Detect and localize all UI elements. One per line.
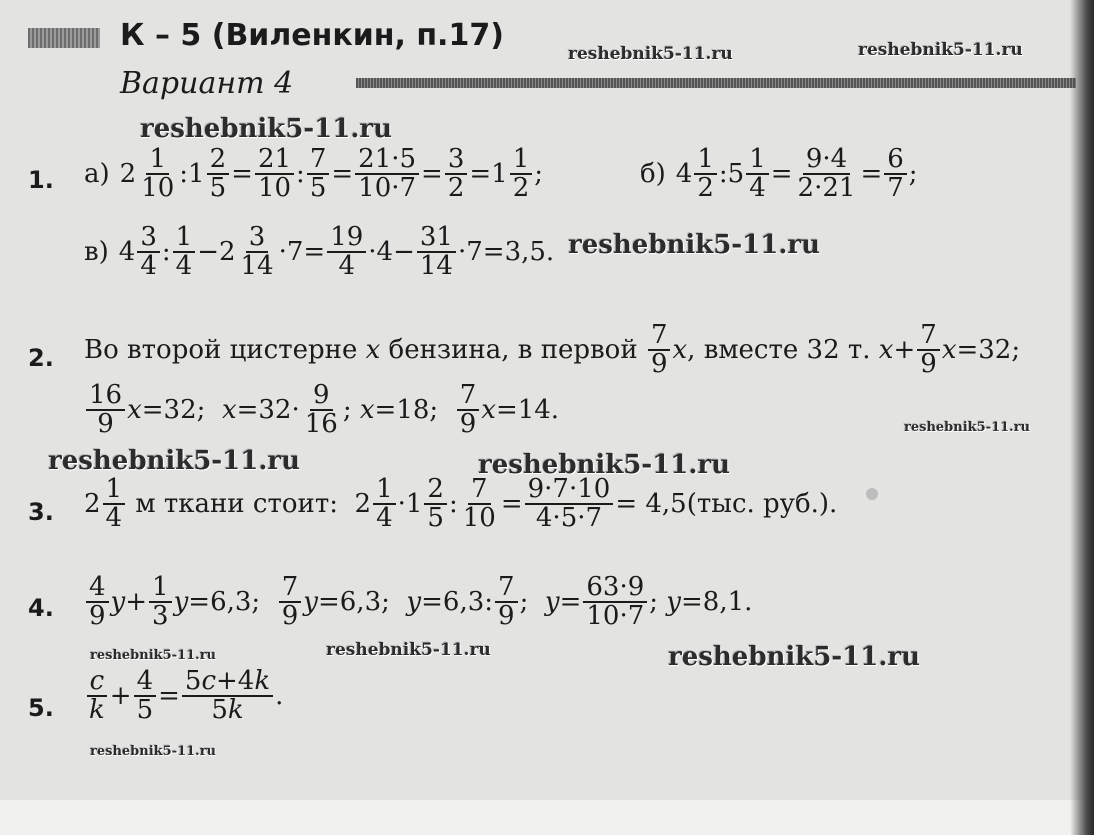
page-speck xyxy=(866,488,878,500)
page-binding-shadow xyxy=(1070,0,1094,835)
problem-2-solution: $\frac{16}{9}$ x =32; x =32· $\frac{9}{16}$ ; x =18; $\frac{7}{9}$ x =14. xyxy=(84,382,559,439)
variant-rule xyxy=(356,78,1076,88)
header-decoration-bar xyxy=(28,28,100,48)
page-title: К – 5 (Виленкин, п.17) xyxy=(120,18,504,53)
problem-1-number: 1. xyxy=(28,166,54,194)
problem-1a-solution: а) 2 $\frac{1}{10}$ :1 $\frac{2}{5}$ = $\frac{21}{10}$ : $\frac{7}{5}$ = $\frac{21\cdot 5}{10\cdot 7}$ = $\frac{3}{2}$ =1 $\frac{1}{2}$ ; xyxy=(84,144,544,204)
problem-3-result: = 4,5(тыс. руб.). xyxy=(615,489,838,520)
problem-5-solution: $\frac{c}{k}$ + $\frac{4}{5}$ = $\frac{5c+4k}{5k}$ . xyxy=(84,668,283,725)
watermark: reshebnik5-11.ru xyxy=(858,40,1023,60)
problem-3-text: м ткани стоит: xyxy=(135,489,338,520)
watermark: reshebnik5-11.ru xyxy=(478,450,731,480)
watermark: reshebnik5-11.ru xyxy=(90,648,217,663)
watermark: reshebnik5-11.ru xyxy=(568,44,733,64)
page-bottom-margin xyxy=(0,800,1094,835)
variant-label: Вариант 4 xyxy=(120,66,294,101)
problem-2-text: Во второй цистерне xyxy=(84,335,358,366)
problem-2-statement: Во второй цистерне x бензина, в первой $\frac{7}{9}$ x , вместе 32 т. x + $\frac{7}{9}$ x =32; xyxy=(84,320,1021,380)
problem-1b-label: б) xyxy=(640,159,666,190)
watermark: reshebnik5-11.ru xyxy=(904,420,1031,435)
problem-3-solution: 2 $\frac{1}{4}$ м ткани стоит: 2 $\frac{1}{4}$ ·1 $\frac{2}{5}$ : $\frac{7}{10}$ = $\frac{9\cdot 7\cdot 10}{4\cdot 5\cdot 7}$ = 4,5(тыс. руб.). xyxy=(84,474,838,534)
problem-1v-label: в) xyxy=(84,237,109,268)
problem-1a-label: а) xyxy=(84,159,110,190)
problem-1v-solution: в) 4 $\frac{3}{4}$ : $\frac{1}{4}$ −2 $\frac{3}{14}$ ·7= $\frac{19}{4}$ ·4− $\frac{31}{14}$ ·7=3,5. xyxy=(84,222,555,282)
problem-2-text: бензина, в первой xyxy=(388,335,638,366)
watermark: reshebnik5-11.ru xyxy=(90,744,217,759)
problem-1b-solution: б) 4 $\frac{1}{2}$ :5 $\frac{1}{4}$ = $\frac{9\cdot 4}{2\cdot 21}$ = $\frac{6}{7}$ ; xyxy=(640,144,918,204)
watermark: reshebnik5-11.ru xyxy=(48,446,301,476)
problem-4-number: 4. xyxy=(28,594,54,622)
problem-3-number: 3. xyxy=(28,498,54,526)
problem-2-text: вместе 32 т. xyxy=(703,335,871,366)
watermark: reshebnik5-11.ru xyxy=(326,640,491,660)
problem-5-number: 5. xyxy=(28,694,54,722)
watermark: reshebnik5-11.ru xyxy=(568,230,821,260)
watermark: reshebnik5-11.ru xyxy=(668,642,921,672)
problem-2-number: 2. xyxy=(28,344,54,372)
problem-2-variable: x xyxy=(365,335,381,366)
watermark: reshebnik5-11.ru xyxy=(140,114,393,144)
problem-4-solution: $\frac{4}{9}$ y + $\frac{1}{3}$ y =6,3; $\frac{7}{9}$ y =6,3; y =6,3: $\frac{7}{9}$ ; y = $\frac{63\cdot 9}{10\cdot 7}$ ; y =8,1. xyxy=(84,574,752,631)
